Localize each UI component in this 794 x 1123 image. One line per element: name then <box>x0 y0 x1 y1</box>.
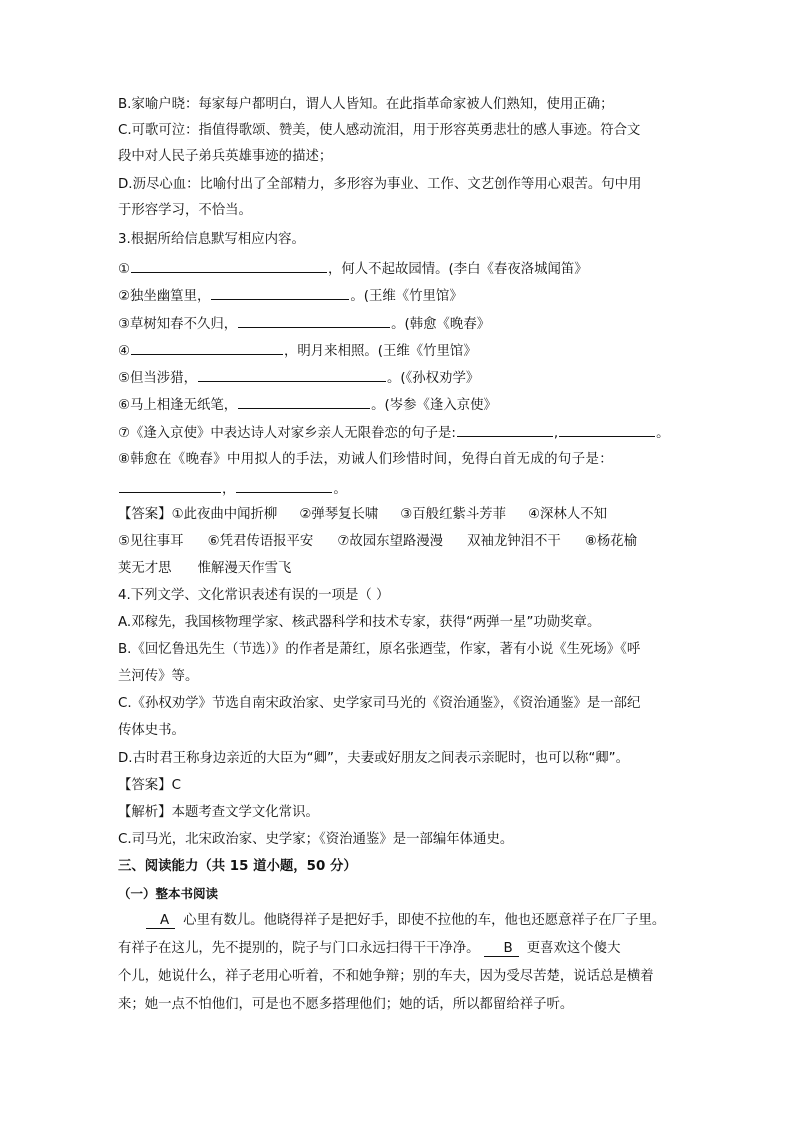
q3-item-5: ⑤但当涉猎， 。(《孙权劝学》 <box>118 368 479 388</box>
passage-line-3: 个儿，她说什么，祥子老用心听着，不和她争辩；别的车夫，因为受尽苦楚，说话总是横着 <box>118 969 654 984</box>
answer-blank[interactable] <box>119 479 221 493</box>
passage-line-4: 来；她一点不怕他们，可是也不愿多搭理他们；她的话，所以都留给祥子听。 <box>118 997 574 1012</box>
q3-answer-line-3: 荚无才思 惟解漫天作雪飞 <box>118 561 292 576</box>
q3-title: 3.根据所给信息默写相应内容。 <box>118 232 305 247</box>
q4-title: 4.下列文学、文化常识表述有误的一项是（ ） <box>118 588 390 603</box>
section-title: 三、阅读能力（共 15 道小题，50 分） <box>118 859 357 874</box>
passage-line-2: 有祥子在这儿，先不提别的，院子与门口永远扫得干干净净。 B 更喜欢这个傻大 <box>118 941 621 956</box>
answer-blank[interactable] <box>131 259 327 273</box>
answer-blank[interactable] <box>238 395 370 409</box>
answer-blank[interactable] <box>236 479 332 493</box>
answer-blank[interactable] <box>559 423 655 437</box>
q3-item-2: ②独坐幽篁里， 。(王维《竹里馆》 <box>118 286 463 306</box>
answer-blank[interactable] <box>457 423 553 437</box>
answer-blank[interactable] <box>238 314 390 328</box>
q4-analysis: 【解析】本题考查文学文化常识。 <box>118 805 319 820</box>
q4-option-d: D.古时君王称身边亲近的大臣为“卿”，夫妻或好朋友之间表示亲昵时，也可以称“卿”。 <box>118 751 629 766</box>
q2-option-d-cont: 于形容学习，不恰当。 <box>118 203 252 218</box>
q4-analysis-detail: C.司马光，北宋政治家、史学家；《资治通鉴》是一部编年体通史。 <box>118 832 514 847</box>
passage-line-1: A 心里有数儿。他晓得祥子是把好手，即使不拉他的车，他也还愿意祥子在厂子里。 <box>146 912 665 930</box>
q4-option-b-cont: 兰河传》等。 <box>118 669 199 684</box>
q2-option-c: C.可歌可泣：指值得歌颂、赞美，使人感动流泪，用于形容英勇悲壮的感人事迹。符合文 <box>118 123 641 138</box>
q3-item-1: ① ，何人不起故园情。(李白《春夜洛城闻笛》 <box>118 259 588 279</box>
q3-item-3: ③草树知春不久归， 。(韩愈《晚春》 <box>118 314 490 334</box>
q3-item-4: ④ ，明月来相照。(王维《竹里馆》 <box>118 341 477 361</box>
answer-blank[interactable] <box>131 341 283 355</box>
q4-option-b: B.《回忆鲁迅先生（节选）》的作者是萧红，原名张迺莹，作家，著有小说《生死场》《呼 <box>118 642 641 657</box>
q3-answer-line-2: ⑤见往事耳 ⑥凭君传语报平安 ⑦故园东望路漫漫 双袖龙钟泪不干 ⑧杨花榆 <box>118 534 637 549</box>
subsection-title: （一）整本书阅读 <box>118 886 219 901</box>
q4-option-c-cont: 传体史书。 <box>118 723 185 738</box>
q2-option-b: B.家喻户晓：每家每户都明白，谓人人皆知。在此指革命家被人们熟知，使用正确； <box>118 97 614 112</box>
q3-item-8: ⑧韩愈在《晚春》中用拟人的手法，劝诫人们珍惜时间，免得白首无成的句子是： <box>118 452 614 467</box>
q3-item-7: ⑦《逢入京使》中表达诗人对家乡亲人无限眷恋的句子是: , 。 <box>118 423 670 443</box>
q2-option-c-cont: 段中对人民子弟兵英雄事迹的描述； <box>118 149 333 164</box>
q4-option-a: A.邓稼先，我国核物理学家、核武器科学和技术专家，获得“两弹一星”功勋奖章。 <box>118 615 601 630</box>
answer-blank[interactable] <box>211 286 349 300</box>
q2-option-d: D.沥尽心血：比喻付出了全部精力，多形容为事业、工作、文艺创作等用心艰苦。句中用 <box>118 177 642 192</box>
passage-blank-a: A <box>146 913 175 929</box>
q3-answer-line-1: 【答案】①此夜曲中闻折柳 ②弹琴复长啸 ③百般红紫斗芳菲 ④深林人不知 <box>118 507 607 522</box>
q4-option-c: C.《孙权劝学》节选自南宋政治家、史学家司马光的《资治通鉴》，《资治通鉴》是一部纪 <box>118 696 641 711</box>
q3-item-8-blanks: ， 。 <box>118 479 347 499</box>
passage-blank-b: B <box>484 941 519 957</box>
answer-blank[interactable] <box>198 368 386 382</box>
q3-item-6: ⑥马上相逢无纸笔， 。(岑参《逢入京使》 <box>118 395 497 415</box>
q4-answer: 【答案】C <box>118 778 181 793</box>
